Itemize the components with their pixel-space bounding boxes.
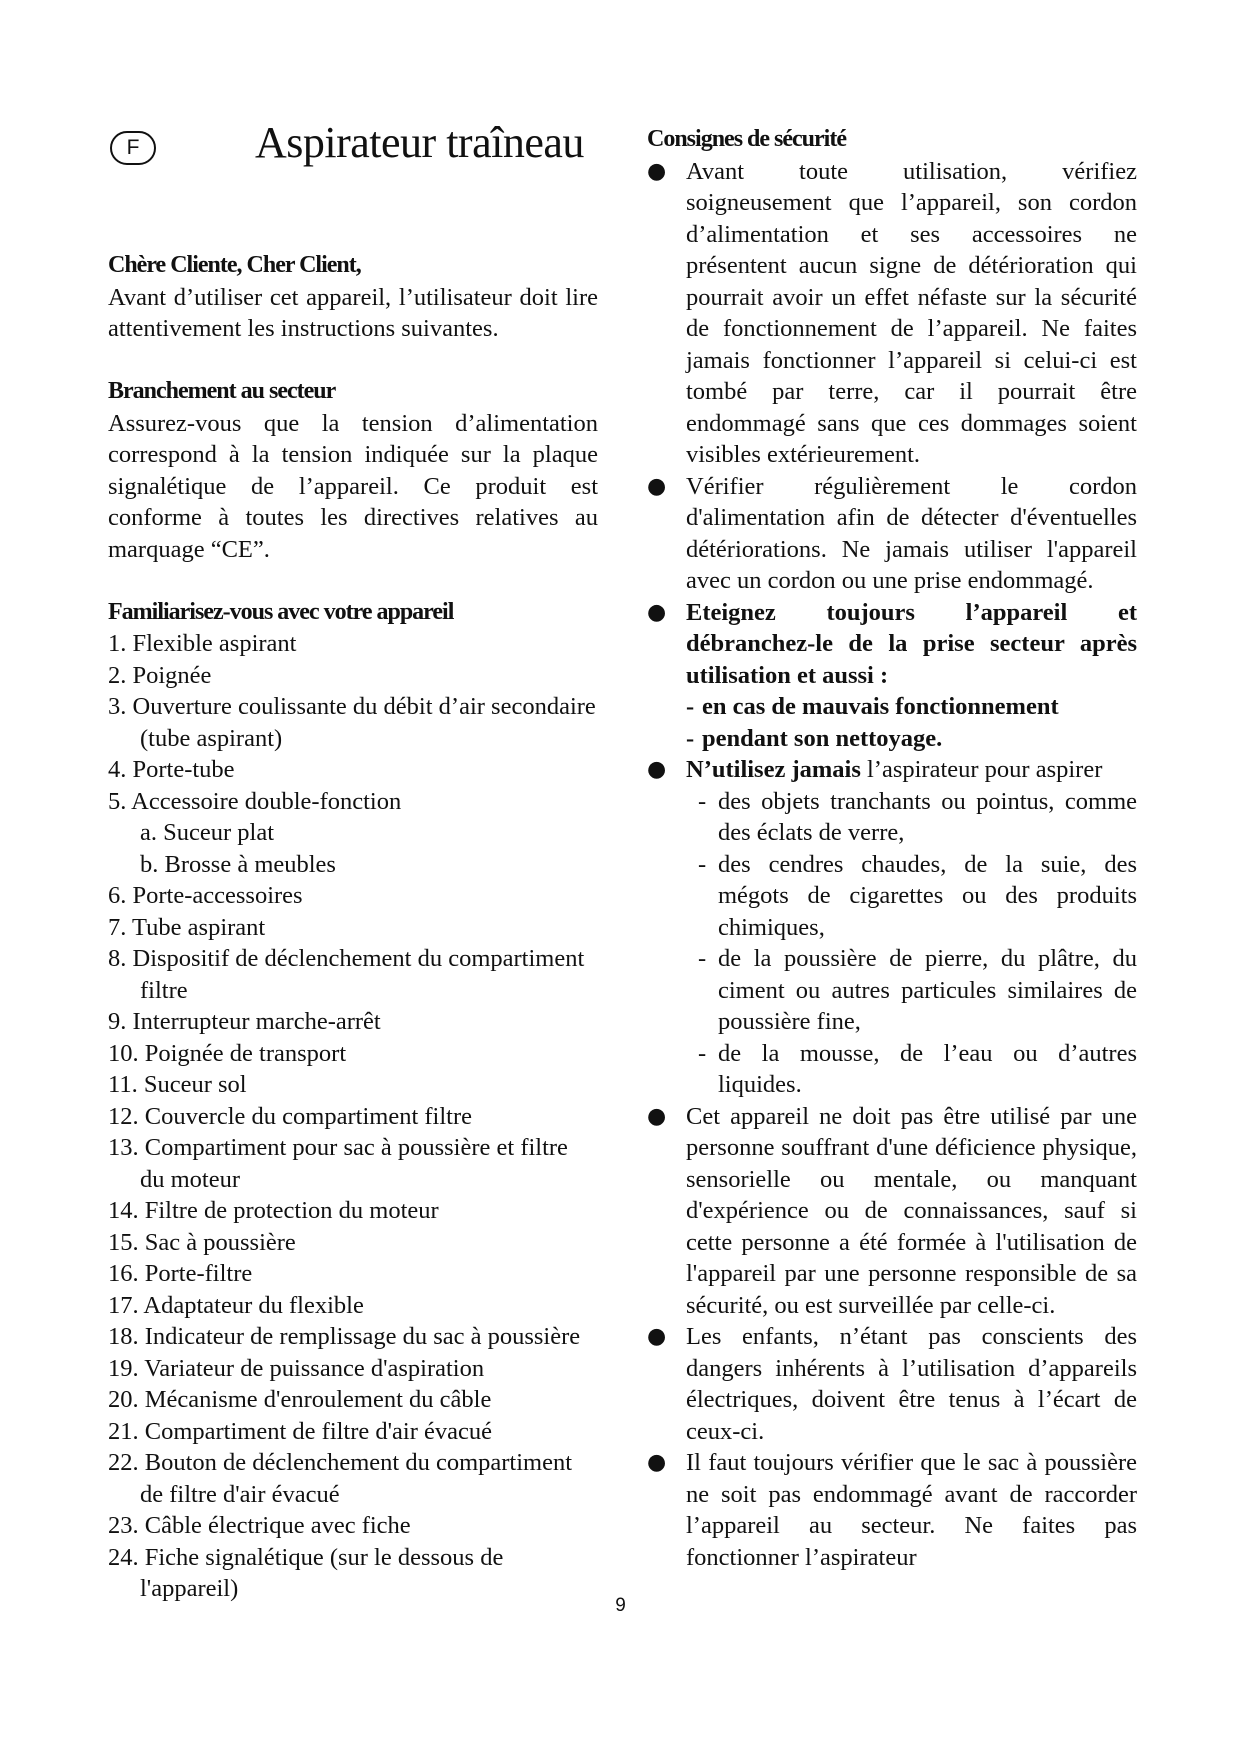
parts-list-item: 15. Sac à poussière — [108, 1228, 296, 1256]
safety-subitem-text: pendant son nettoyage. — [702, 724, 943, 752]
bullet-icon: ● — [647, 1324, 667, 1349]
parts-list-item: 22. Bouton de déclenchement du compartiment de filtre d'air évacué — [108, 1449, 573, 1508]
parts-list-item: 3. Ouverture coulissante du débit d’air secondaire (tube aspirant) — [108, 693, 596, 752]
parts-list-item: 18. Indicateur de remplissage du sac à poussière — [108, 1323, 581, 1350]
bullet-icon: ● — [647, 1103, 667, 1129]
parts-list-item: 20. Mécanisme d'enroulement du câble — [108, 1386, 492, 1413]
safety-item-text: Les enfants, n’étant pas conscients des dangers inhérents à l’utilisation d’appareils électriques, doivent être tenus à l’écart de ceux-ci. — [686, 1323, 1137, 1445]
safety-item — [647, 597, 1137, 755]
bullet-icon: ● — [647, 757, 667, 782]
greeting-text: Avant d’utiliser cet appareil, l’utilisateur doit lire attentivement les instructions suivantes. — [108, 283, 598, 342]
dash-marker: - — [698, 945, 707, 972]
parts-list-item: 1. Flexible aspirant — [108, 630, 297, 657]
safety-subitem — [686, 1038, 1137, 1101]
safety-item — [647, 156, 1137, 471]
safety-subitem — [686, 943, 1137, 1038]
bullet-icon: ● — [647, 599, 667, 625]
parts-list-item: 13. Compartiment pour sac à poussière et filtre du moteur — [108, 1134, 568, 1193]
dash-marker: - — [686, 724, 695, 752]
page-number: 9 — [615, 1595, 626, 1616]
parts-list-item: 5. Accessoire double-fonction — [108, 787, 402, 815]
safety-item-text: Il faut toujours vérifier que le sac à poussière ne soit pas endommagé avant de raccorder l’appareil au secteur. Ne faites pas fonctionner l’aspirateur — [686, 1449, 1137, 1571]
safety-subitem-text: des cendres chaudes, de la suie, des mégots de cigarettes ou des produits chimiques, — [718, 850, 1137, 941]
safety-heading: Consignes de sécurité — [647, 126, 846, 152]
safety-subitem-text: de la poussière de pierre, du plâtre, du ciment ou autres particules similaires de poussière fine, — [718, 945, 1137, 1035]
safety-item — [647, 471, 1137, 597]
parts-list-item: 7. Tube aspirant — [108, 913, 266, 941]
parts-list-item: 23. Câble électrique avec fiche — [108, 1512, 411, 1539]
safety-item-text: Vérifier régulièrement le cordon d'alimentation afin de détecter d'éventuelles détériorations. Ne jamais utiliser l'appareil avec un cordon ou une prise endommagé. — [686, 472, 1137, 594]
safety-item-text: Cet appareil ne doit pas être utilisé par une personne souffrant d'une déficience physique, sensorielle ou mentale, ou manquant d'expérience ou de connaissances, sauf si cette personne a été formée à l'utilisation de l'appareil par une personne responsible de sa sécurité, ou est surveillée par celle-ci. — [686, 1102, 1137, 1319]
safety-item — [647, 1321, 1137, 1447]
parts-list-item: 10. Poignée de transport — [108, 1039, 347, 1067]
safety-item — [647, 754, 1137, 1101]
mains-heading: Branchement au secteur — [108, 378, 336, 404]
safety-subitem — [686, 849, 1137, 944]
language-badge: F — [110, 131, 156, 165]
parts-list-item: 2. Poignée — [108, 661, 212, 689]
parts-list-item: 4. Porte-tube — [108, 756, 235, 783]
parts-list-item: 11. Suceur sol — [108, 1071, 247, 1098]
parts-list-item: 17. Adaptateur du flexible — [108, 1291, 364, 1319]
safety-subitem-text: de la mousse, de l’eau ou d’autres liquides. — [718, 1039, 1137, 1098]
safety-item-emphasis: N’utilisez jamais — [686, 756, 861, 783]
parts-list-item: 9. Interrupteur marche-arrêt — [108, 1008, 381, 1035]
safety-item-text: l’aspirateur pour aspirer — [860, 756, 1103, 783]
parts-list-item: 19. Variateur de puissance d'aspiration — [108, 1354, 485, 1382]
parts-list-item: 6. Porte-accessoires — [108, 882, 303, 909]
safety-item-text: Eteignez toujours l’appareil et débranchez-le de la prise secteur après utilisation et aussi : — [686, 598, 1137, 689]
parts-list-item: 24. Fiche signalétique (sur le dessous de l'appareil) — [108, 1543, 504, 1602]
dash-marker: - — [698, 787, 707, 815]
bullet-icon: ● — [647, 473, 667, 499]
safety-subitem-text: en cas de mauvais fonctionnement — [702, 693, 1059, 720]
parts-subitem: a. Suceur plat — [140, 819, 275, 846]
parts-list-item: 16. Porte-filtre — [108, 1260, 253, 1287]
dash-marker: - — [698, 1039, 707, 1067]
safety-subitem — [686, 691, 1137, 723]
page-title: Aspirateur traîneau — [255, 118, 584, 167]
parts-list-item: 12. Couvercle du compartiment filtre — [108, 1102, 472, 1130]
bullet-icon: ● — [647, 1450, 667, 1475]
safety-item — [647, 1447, 1137, 1573]
parts-subitem: b. Brosse à meubles — [140, 850, 336, 878]
mains-text: Assurez-vous que la tension d’alimentation correspond à la tension indiquée sur la plaque signalétique de l’appareil. Ce produit est conforme à toutes les directives relatives au marquage “CE”. — [108, 409, 598, 563]
safety-subitem — [686, 723, 1137, 755]
parts-list-item: 8. Dispositif de déclenchement du compartiment filtre — [108, 945, 585, 1004]
right-column — [647, 124, 1137, 1573]
safety-item-text: Avant toute utilisation, vérifiez soigneusement que l’appareil, son cordon d’alimentation et ses accessoires ne présentent aucun signe de détérioration qui pourrait avoir un effet néfaste sur la sécurité de fonctionnement de l’appareil. Ne faites jamais fonctionner l’appareil si celui-ci est tombé par terre, car il pourrait être endommagé sans que ces dommages soient visibles extérieurement. — [686, 157, 1137, 468]
parts-list — [108, 628, 598, 1605]
parts-list-item: 14. Filtre de protection du moteur — [108, 1197, 439, 1224]
parts-list-item: 21. Compartiment de filtre d'air évacué — [108, 1417, 493, 1445]
parts-heading: Familiarisez-vous avec votre appareil — [108, 598, 454, 625]
dash-marker: - — [698, 850, 707, 878]
left-column — [108, 120, 598, 1605]
bullet-icon: ● — [647, 158, 667, 184]
safety-subitem-text: des objets tranchants ou pointus, comme des éclats de verre, — [718, 787, 1137, 846]
safety-subitem — [686, 786, 1137, 849]
dash-marker: - — [686, 693, 695, 720]
safety-item — [647, 1101, 1137, 1322]
greeting-heading: Chère Cliente, Cher Client, — [108, 252, 361, 278]
